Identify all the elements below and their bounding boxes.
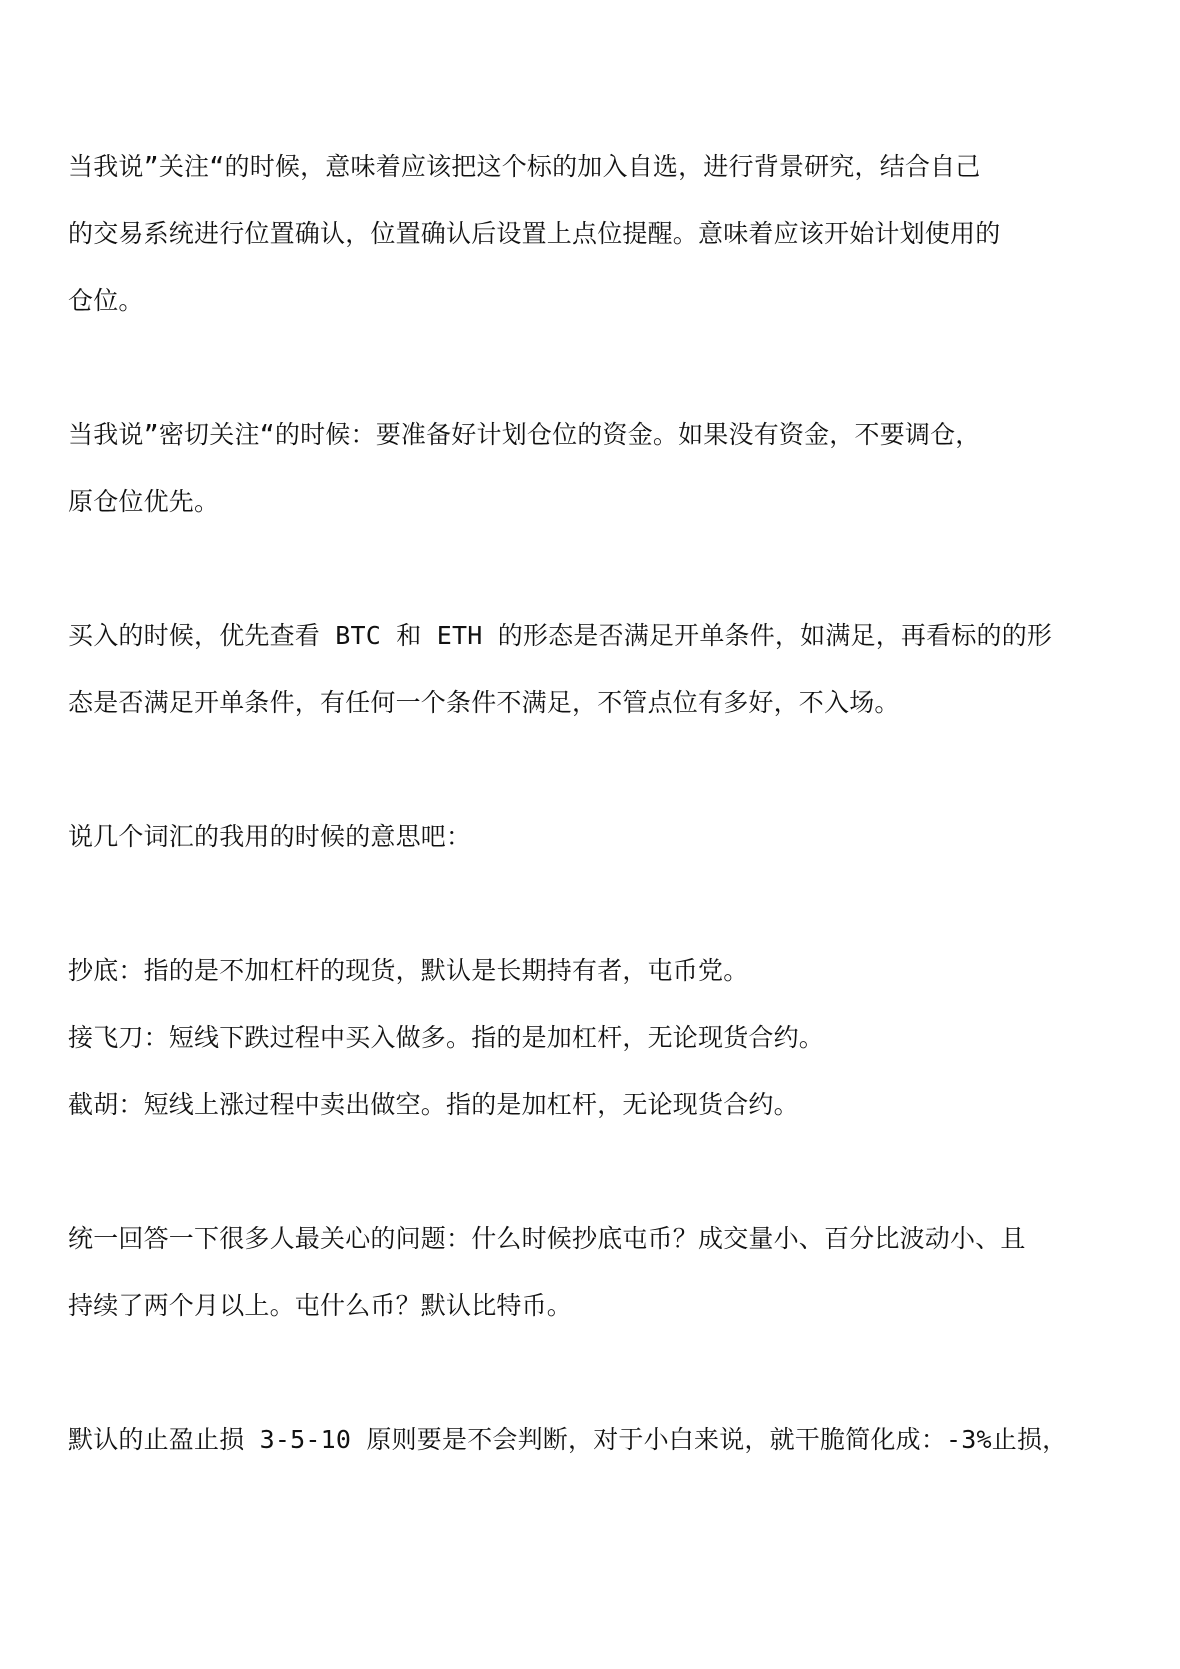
paragraph-6-line-2: 持续了两个月以上。屯什么币？默认比特币。 — [68, 1291, 573, 1320]
paragraph-3-line-2: 态是否满足开单条件，有任何一个条件不满足，不管点位有多好，不入场。 — [68, 688, 900, 717]
definition-jiehu: 截胡：短线上涨过程中卖出做空。指的是加杠杆，无论现货合约。 — [68, 1090, 799, 1119]
paragraph-2-line-1: 当我说”密切关注“的时候：要准备好计划仓位的资金。如果没有资金，不要调仓， — [68, 420, 981, 449]
paragraph-1-line-1: 当我说”关注“的时候，意味着应该把这个标的加入自选，进行背景研究，结合自己 — [68, 152, 981, 181]
definition-chaodi: 抄底：指的是不加杠杆的现货，默认是长期持有者，屯币党。 — [68, 956, 749, 985]
paragraph-6-line-1: 统一回答一下很多人最关心的问题：什么时候抄底屯币？成交量小、百分比波动小、且 — [68, 1224, 1026, 1253]
paragraph-1-line-2: 的交易系统进行位置确认，位置确认后设置上点位提醒。意味着应该开始计划使用的 — [68, 219, 1001, 248]
definition-jiefeidao: 接飞刀：短线下跌过程中买入做多。指的是加杠杆，无论现货合约。 — [68, 1023, 825, 1052]
paragraph-3-line-1: 买入的时候，优先查看 BTC 和 ETH 的形态是否满足开单条件，如满足，再看标的的形 — [68, 621, 1053, 650]
paragraph-2-line-2: 原仓位优先。 — [68, 487, 220, 516]
paragraph-4-line-1: 说几个词汇的我用的时候的意思吧： — [68, 822, 472, 851]
paragraph-1-line-3: 仓位。 — [68, 286, 144, 315]
paragraph-7-line-1: 默认的止盈止损 3-5-10 原则要是不会判断，对于小白来说，就干脆简化成：-3%止损， — [68, 1425, 1068, 1454]
